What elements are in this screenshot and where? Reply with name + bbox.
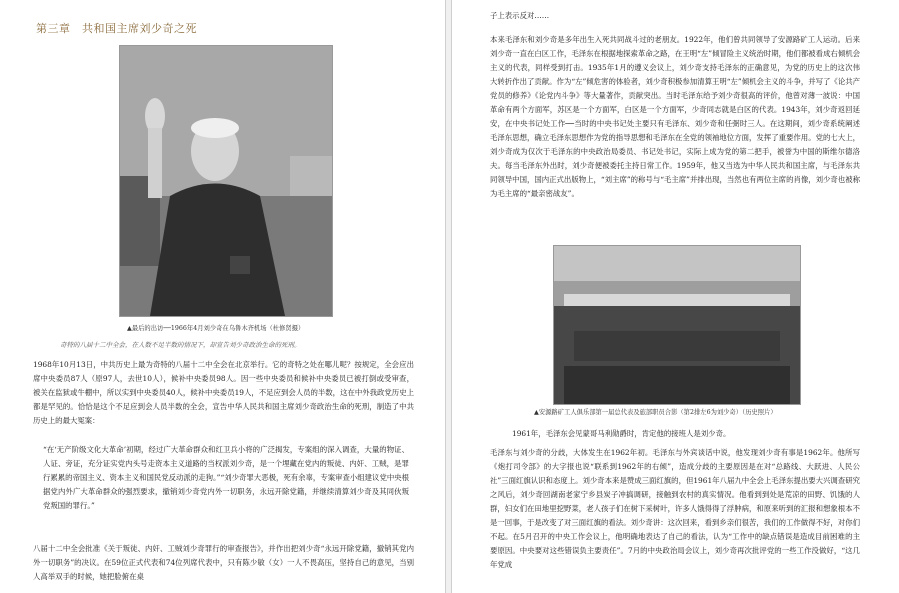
photo-caption: ▲安源路矿工人俱乐部第一届总代表及旅部职员合影（第2排左6为刘少奇）（历史照片） xyxy=(534,409,777,416)
left-page xyxy=(0,0,446,593)
paragraph: 八届十二中全会批准《关于叛徒、内奸、工贼刘少奇罪行的审查报告》，并作出把刘少奇“永远开除党籍，撤销其党内外一切职务”的决议。在59位正式代表和74位列席代表中，只有陈少敏（女）一人不畏高压，坚持自己的意见，当别人高举双手的时候，她把脸俯在桌 xyxy=(33,544,414,581)
photo-liu-shaoqi-waving xyxy=(119,45,333,317)
paragraph: 1968年10月13日，中共历史上最为奇特的八届十二中全会在北京举行。它的奇特之处在哪儿呢？按规定，全会应出席中央委员87人（原97人，去世10人），候补中央委员98人。因一些中央委员和候补中央委员已被打倒或受审查，被关在监狱或牛棚中，所以实到中央委员40人，候补中央委员19人，不足应到会人员的半数，这在中外我政党历史上都是罕见的。恰恰是这个不足应到会人员半数的全会，宣告中华人民共和国主席刘少奇政治生命的死刑，制造了中共历史上的最大冤案： xyxy=(33,360,414,425)
paragraph: 本来毛泽东和刘少奇是多年出生入死共同战斗过的老朋友。1922年，他们曾共同领导了安源路矿工人运动。后来刘少奇一直在白区工作，毛泽东在根据地探索革命之路，在王明“左”倾冒险主义统治时期，他们都被看成右倾机会主义的代表，同样受到打击。1935年1月的遵义会议上，刘少奇支持毛泽东的正确意见，为党的历史上的这次伟大转折作出了贡献。作为“左”倾危害的体验者，刘少奇积极参加清算王明“左”倾机会主义的斗争，并写了《论共产党员的修养》《论党内斗争》等大量著作，贡献突出。当时毛泽东给予刘少奇很高的评价，他曾对薄一波说：中国革命有两个方面军，苏区是一个方面军，白区是一个方面军，少奇同志就是白区的代表。1943年，刘少奇返回延安，在中央书记处工作──当时的中央书记处主要只有毛泽东、刘少奇和任弼时三人。在这期间，刘少奇系统阐述毛泽东思想，确立毛泽东思想作为党的指导思想和毛泽东在全党的领袖地位方面，发挥了重要作用。党的七大上，刘少奇成为仅次于毛泽东的中央政治局委员、书记处书记，实际上成为党的第二把手，被誉为中国的斯维尔德洛夫。每当毛泽东外出时，刘少奇便被委托主持日常工作。1959年，他又当选为中华人民共和国主席，与毛泽东共同领导中国，国内正式出版物上，“刘主席”的称号与“毛主席”并排出现，当然也有两位主席的肖像，刘少奇也被称为毛主席的“最亲密战友”。 xyxy=(490,35,860,198)
paragraph: 1961年，毛泽东会见蒙哥马利勋爵时，肯定他的接班人是刘少奇。 xyxy=(512,429,731,438)
paragraph: 毛泽东与刘少奇的分歧，大体发生在1962年初。毛泽东与外宾谈话中说，他发现刘少奇有事是1962年。他所写《炮打司令部》的大字报也说“联系到1962年的右倾”，造成分歧的主要原因是在对“总路线、大跃进、人民公社”三面红旗认识和态度上。刘少奇本来是赞成三面红旗的，但1961年八届九中全会上毛泽东提出要大兴调查研究之风后，刘少奇回湖南老家宁乡县炭子冲搞调研，接触到农村的真实情况。他看到到处是荒凉的田野、饥饿的人群，妇女们在田地里挖野菜，老人孩子们在树下采树叶，许多人饿得得了浮肿病，和原来听到的汇报和想象根本不是一回事，于是改变了对三面红旗的看法。刘少奇讲：这次回来，看到乡亲们很苦，我们的工作做得不好，对你们不起。在5月召开的中央工作会议上，他明确地表达了自己的看法，认为“工作中的缺点错误是造成目前困难的主要原因。中央要对这些错误负主要责任”。7月的中央政治局会议上，刘少奇再次批评党的一些工作没做好，“这几年党成 xyxy=(490,448,860,569)
continuation-line: 子上表示反对…… xyxy=(490,11,550,20)
photo-caption: ▲最后的出访──1966年4月刘少奇在乌鲁木齐机场（杜修贤摄） xyxy=(127,325,305,332)
photo-group-anyuan xyxy=(553,245,801,405)
group-photo-illustration xyxy=(554,246,800,404)
photo-illustration xyxy=(120,46,332,316)
epigraph: 奇特的八届十二中全会，在人数不足半数的情况下，却宣告刘少奇政治生命的死刑。 xyxy=(60,341,301,349)
chapter-title: 第三章 共和国主席刘少奇之死 xyxy=(36,22,197,35)
quote-paragraph: “在‘无产阶级文化大革命’初期，经过广大革命群众和红卫兵小将的广泛揭发，专案组的深入调查，大量的物证、人证、旁证，充分证实党内头号走资本主义道路的当权派刘少奇，是一个埋藏在党内的叛徒、内奸、工贼，是罪行累累的帝国主义、资本主义和国民党反动派的走狗。”“刘少奇罪大恶极，死有余辜，专案审查小组建议党中央根据党内外广大革命群众的强烈要求，撤销刘少奇党内外一切职务，永远开除党籍，并继续清算刘少奇及其同伙叛党叛国的罪行。” xyxy=(43,445,410,510)
